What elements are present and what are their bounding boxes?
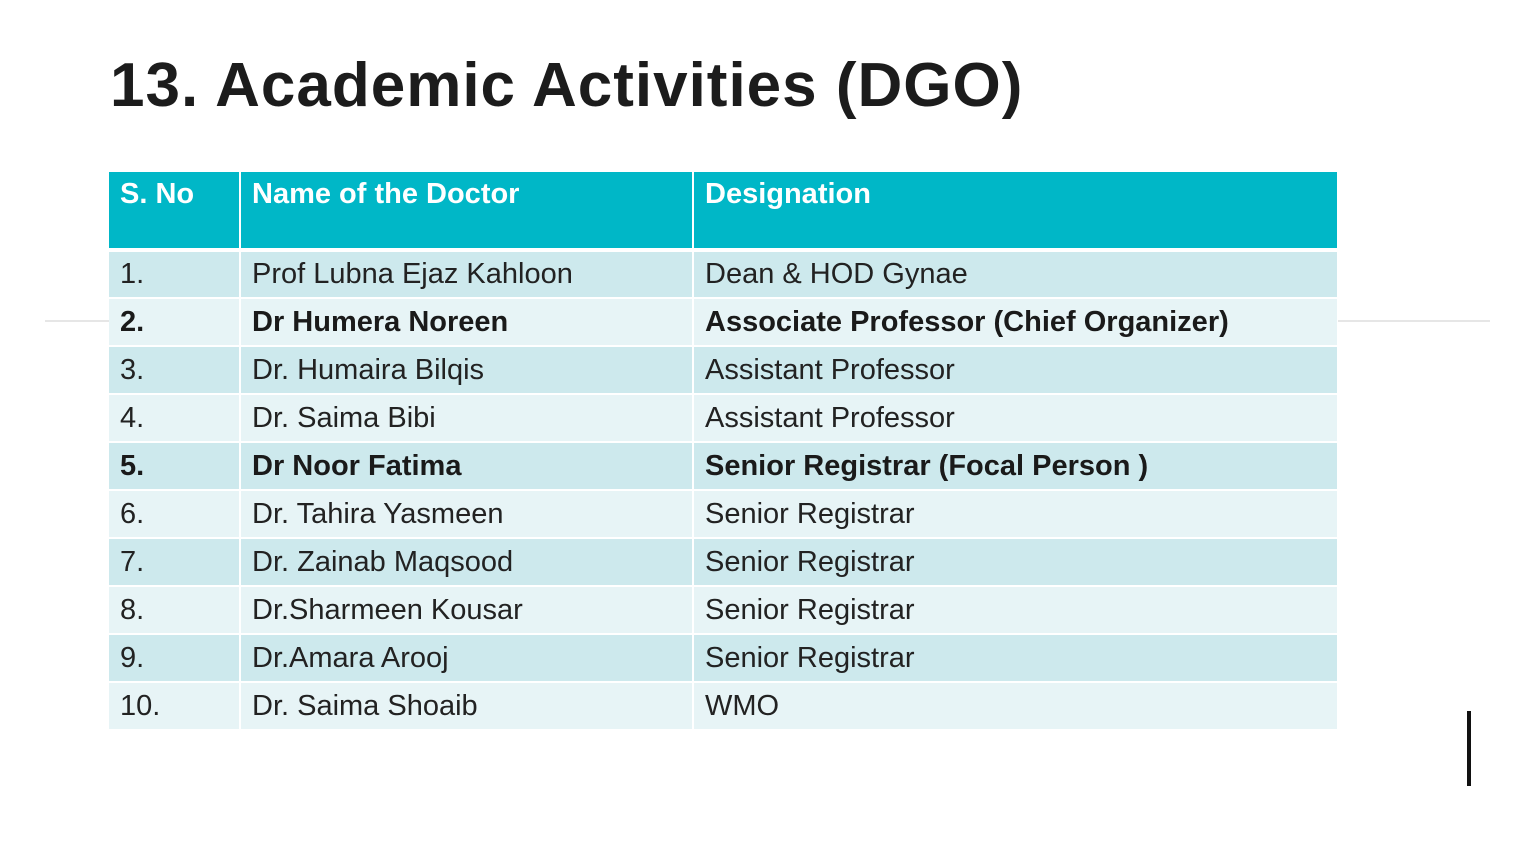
- cell-name: Dr. Humaira Bilqis: [240, 346, 693, 394]
- divider-line-left: [45, 320, 110, 322]
- header-row: [109, 172, 1337, 250]
- text-cursor-bar: [1467, 711, 1471, 786]
- slide-title: 13. Academic Activities (DGO): [110, 51, 1024, 120]
- cell-sno: 8.: [109, 586, 240, 634]
- cell-name: Prof Lubna Ejaz Kahloon: [240, 250, 693, 298]
- table-row: [109, 298, 1337, 346]
- cell-designation: Assistant Professor: [693, 346, 1337, 394]
- cell-sno: 7.: [109, 538, 240, 586]
- table-body: [109, 250, 1337, 730]
- table-row: [109, 634, 1337, 682]
- table-row: [109, 682, 1337, 730]
- cell-sno: 2.: [109, 298, 240, 346]
- cell-designation: Senior Registrar: [693, 538, 1337, 586]
- cell-name: Dr Humera Noreen: [240, 298, 693, 346]
- cell-name: Dr. Tahira Yasmeen: [240, 490, 693, 538]
- table-row: [109, 394, 1337, 442]
- cell-designation: WMO: [693, 682, 1337, 730]
- cell-designation: Dean & HOD Gynae: [693, 250, 1337, 298]
- cell-designation: Senior Registrar: [693, 634, 1337, 682]
- cell-name: Dr.Sharmeen Kousar: [240, 586, 693, 634]
- cell-name: Dr. Zainab Maqsood: [240, 538, 693, 586]
- cell-sno: 5.: [109, 442, 240, 490]
- cell-designation: Senior Registrar: [693, 586, 1337, 634]
- header-designation: Designation: [693, 172, 1337, 250]
- cell-sno: 1.: [109, 250, 240, 298]
- table-header: [109, 172, 1337, 250]
- cell-name: Dr. Saima Shoaib: [240, 682, 693, 730]
- table-row: [109, 538, 1337, 586]
- cell-sno: 10.: [109, 682, 240, 730]
- table-row: [109, 346, 1337, 394]
- cell-designation: Associate Professor (Chief Organizer): [693, 298, 1337, 346]
- header-sno: S. No: [109, 172, 240, 250]
- cell-sno: 4.: [109, 394, 240, 442]
- cell-name: Dr. Saima Bibi: [240, 394, 693, 442]
- table-row: [109, 442, 1337, 490]
- cell-name: Dr.Amara Arooj: [240, 634, 693, 682]
- cell-designation: Senior Registrar: [693, 490, 1337, 538]
- cell-name: Dr Noor Fatima: [240, 442, 693, 490]
- cell-sno: 9.: [109, 634, 240, 682]
- table-row: [109, 250, 1337, 298]
- cell-sno: 3.: [109, 346, 240, 394]
- cell-designation: Senior Registrar (Focal Person ): [693, 442, 1337, 490]
- header-name: Name of the Doctor: [240, 172, 693, 250]
- table-row: [109, 586, 1337, 634]
- doctors-table: [109, 172, 1337, 731]
- table-row: [109, 490, 1337, 538]
- cell-sno: 6.: [109, 490, 240, 538]
- divider-line-right: [1338, 320, 1490, 322]
- cell-designation: Assistant Professor: [693, 394, 1337, 442]
